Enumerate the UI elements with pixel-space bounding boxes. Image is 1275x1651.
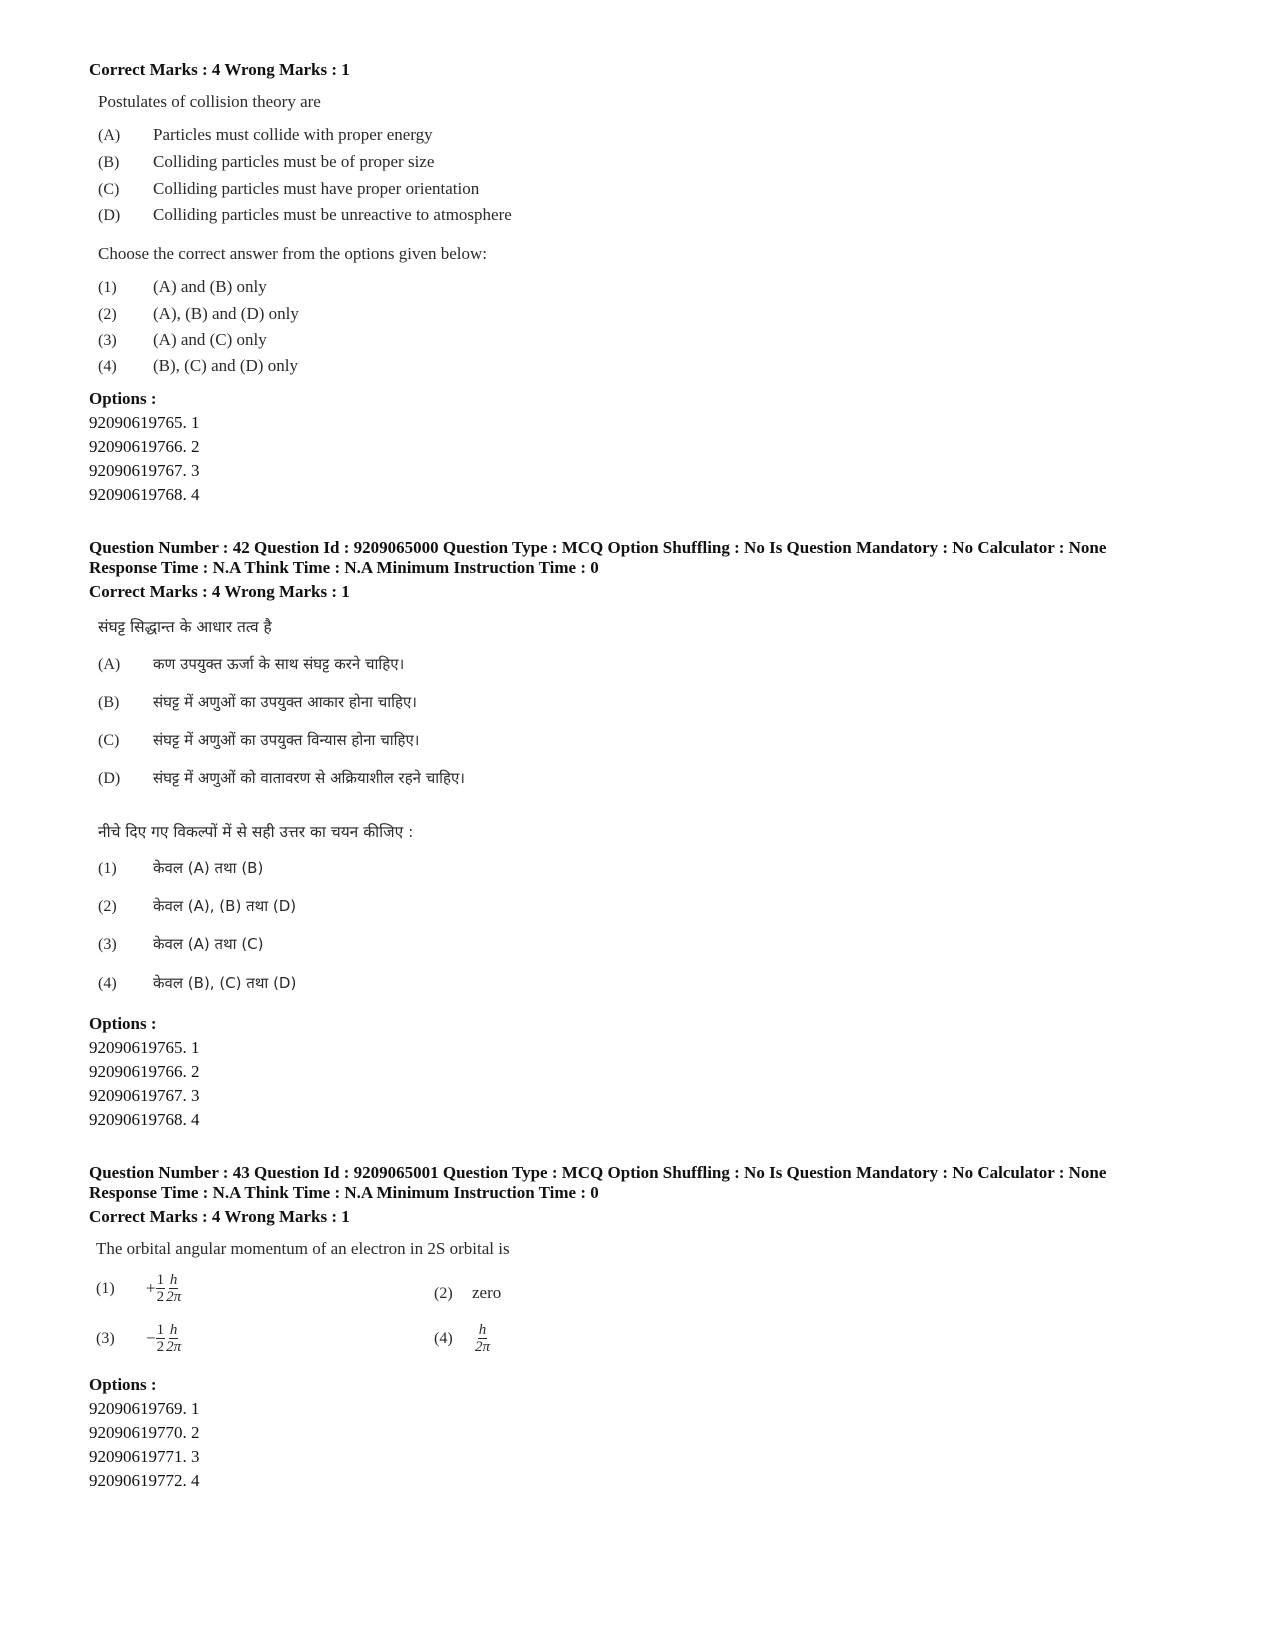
q43-marks: Correct Marks : 4 Wrong Marks : 1 bbox=[89, 1207, 350, 1226]
q41-options-header: Options : bbox=[89, 389, 157, 408]
q42-choice-3: (3) केवल (A) तथा (C) bbox=[98, 935, 264, 953]
q42-option-id-2: 92090619766. 2 bbox=[89, 1062, 200, 1081]
q41-choice-1: (1) (A) and (B) only bbox=[98, 277, 267, 296]
q43-option-id-2: 92090619770. 2 bbox=[89, 1423, 200, 1442]
q43-choice-4: (4) $\frac{h}{2\pi}$ bbox=[434, 1322, 491, 1355]
q42-statement-c: (C) संघट्ट में अणुओं का उपयुक्त विन्यास होना चाहिए। bbox=[98, 731, 420, 749]
q42-option-id-4: 92090619768. 4 bbox=[89, 1110, 200, 1129]
q41-choice-2: (2) (A), (B) and (D) only bbox=[98, 304, 299, 323]
q42-statement-a: (A) कण उपयुक्त ऊर्जा के साथ संघट्ट करने चाहिए। bbox=[98, 655, 405, 673]
q43-option-id-1: 92090619769. 1 bbox=[89, 1399, 200, 1418]
q42-header-line-2: Response Time : N.A Think Time : N.A Minimum Instruction Time : 0 bbox=[89, 558, 599, 577]
q42-marks: Correct Marks : 4 Wrong Marks : 1 bbox=[89, 582, 350, 601]
q42-options-header: Options : bbox=[89, 1014, 157, 1033]
q42-choice-4: (4) केवल (B), (C) तथा (D) bbox=[98, 974, 297, 992]
q43-header-line-1: Question Number : 43 Question Id : 9209065001 Question Type : MCQ Option Shuffling : No Is Question Mandatory : No Calculator : None bbox=[89, 1163, 1107, 1182]
q42-choice-2: (2) केवल (A), (B) तथा (D) bbox=[98, 897, 297, 915]
q42-option-id-3: 92090619767. 3 bbox=[89, 1086, 200, 1105]
q43-choice-1: (1) + $\frac{1}{2}$ $\frac{h}{2\pi}$ bbox=[96, 1272, 182, 1305]
q43-option-id-3: 92090619771. 3 bbox=[89, 1447, 200, 1466]
q41-statement-b: (B) Colliding particles must be of proper size bbox=[98, 152, 435, 171]
q42-question-text: संघट्ट सिद्धान्त के आधार तत्व है bbox=[98, 618, 272, 636]
q43-question-text: The orbital angular momentum of an electron in 2S orbital is bbox=[96, 1239, 510, 1258]
q41-statement-d: (D) Colliding particles must be unreactive to atmosphere bbox=[98, 205, 512, 224]
q41-marks: Correct Marks : 4 Wrong Marks : 1 bbox=[89, 60, 350, 79]
q43-choice-2: (2) zero bbox=[434, 1283, 502, 1302]
q42-statement-b: (B) संघट्ट में अणुओं का उपयुक्त आकार होना चाहिए। bbox=[98, 693, 417, 711]
q43-header-line-2: Response Time : N.A Think Time : N.A Minimum Instruction Time : 0 bbox=[89, 1183, 599, 1202]
q42-choose-instruction: नीचे दिए गए विकल्पों में से सही उत्तर का चयन कीजिए : bbox=[98, 823, 414, 841]
q42-header-line-1: Question Number : 42 Question Id : 9209065000 Question Type : MCQ Option Shuffling : No Is Question Mandatory : No Calculator : None bbox=[89, 538, 1107, 557]
q41-choice-4: (4) (B), (C) and (D) only bbox=[98, 356, 298, 375]
q43-option-id-4: 92090619772. 4 bbox=[89, 1471, 200, 1490]
q42-statement-d: (D) संघट्ट में अणुओं को वातावरण से अक्रियाशील रहने चाहिए। bbox=[98, 769, 465, 787]
q41-option-id-4: 92090619768. 4 bbox=[89, 485, 200, 504]
q42-option-id-1: 92090619765. 1 bbox=[89, 1038, 200, 1057]
q43-options-header: Options : bbox=[89, 1375, 157, 1394]
q41-choice-3: (3) (A) and (C) only bbox=[98, 330, 267, 349]
q41-statement-c: (C) Colliding particles must have proper orientation bbox=[98, 179, 480, 198]
q42-choice-1: (1) केवल (A) तथा (B) bbox=[98, 859, 264, 877]
q41-option-id-1: 92090619765. 1 bbox=[89, 413, 200, 432]
q43-choice-3: (3) − $\frac{1}{2}$ $\frac{h}{2\pi}$ bbox=[96, 1322, 182, 1355]
q41-option-id-3: 92090619767. 3 bbox=[89, 461, 200, 480]
q41-question-text: Postulates of collision theory are bbox=[98, 92, 321, 111]
q41-statement-a: (A) Particles must collide with proper energy bbox=[98, 125, 433, 144]
q41-choose-instruction: Choose the correct answer from the options given below: bbox=[98, 244, 488, 263]
q41-option-id-2: 92090619766. 2 bbox=[89, 437, 200, 456]
